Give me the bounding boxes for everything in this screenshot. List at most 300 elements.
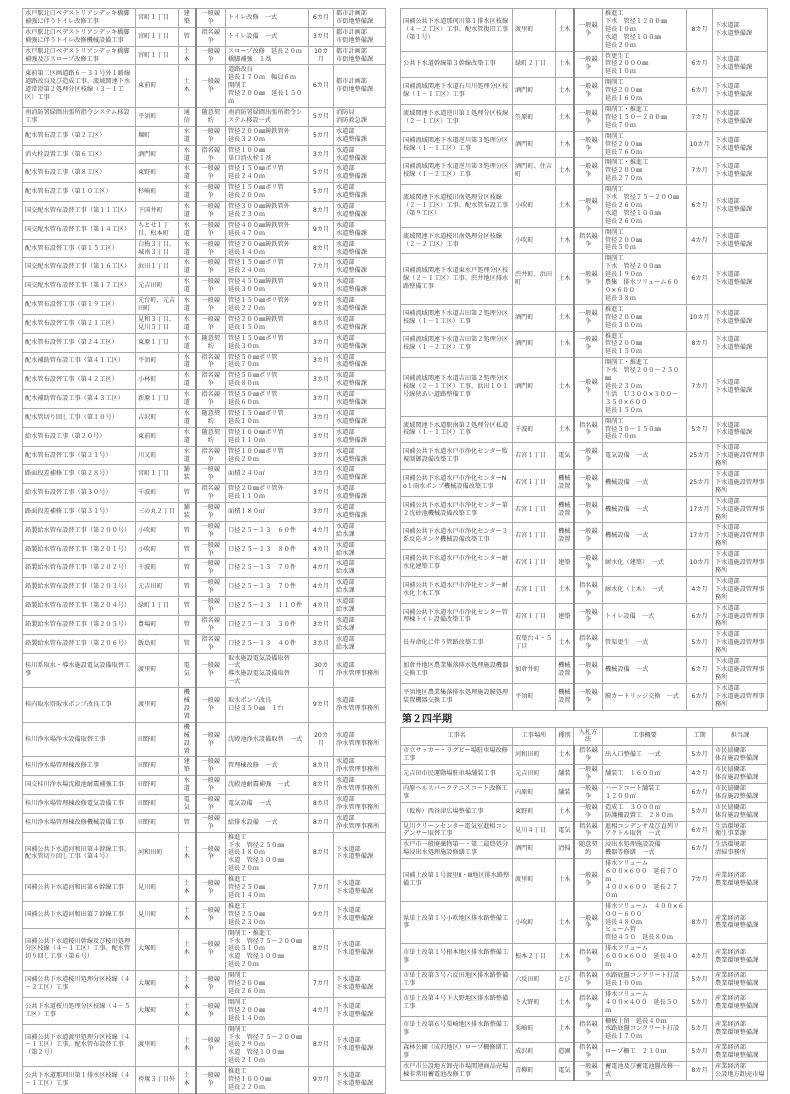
- department-cell: 水道部 給水課: [334, 540, 386, 559]
- location-cell: 六反田町: [513, 970, 556, 989]
- header-work-name: 工事名: [401, 727, 513, 746]
- bid-method-cell: 一般競争: [196, 997, 226, 1024]
- bid-method-cell: 一般競争: [574, 104, 603, 131]
- location-cell: 若宮１丁目: [513, 443, 556, 470]
- summary-cell: 口径２５～１３ ７０件: [226, 559, 309, 578]
- summary-cell: 口径２５～１３ ３０件: [226, 615, 309, 634]
- department-cell: 水道部 給水課: [334, 615, 386, 634]
- work-name-cell: 流域関連下水道桜川南処理分区枝線（２－２工区）工事: [401, 227, 513, 254]
- location-cell: 東野町: [513, 802, 556, 821]
- duration-cell: 3カ月: [309, 503, 334, 522]
- department-cell: 下水道部 下水道整備課: [713, 185, 768, 228]
- table-row: [23, 446, 386, 465]
- duration-cell: 10カ月: [309, 46, 334, 65]
- department-cell: 産業経済部 農業環境整備課: [713, 989, 768, 1016]
- duration-cell: 8カ月: [309, 832, 334, 875]
- table-row: [23, 277, 386, 296]
- department-cell: 下水道部 下水道整備課: [713, 358, 768, 416]
- work-name-cell: 国交配水管布設替工事（第１６工区）: [23, 258, 136, 277]
- summary-cell: スロープ改修 延長２０ｍ 橋脚補強 １基: [226, 46, 309, 65]
- department-cell: 下水道部 下水道整備課: [713, 158, 768, 185]
- category-cell: 土木: [556, 802, 574, 821]
- bid-method-cell: 一般競争: [574, 443, 603, 470]
- table-row: [401, 78, 768, 105]
- location-cell: 飯島町: [136, 634, 179, 653]
- department-cell: 水道部 水道整備課: [334, 239, 386, 258]
- location-cell: 田野町: [136, 757, 179, 776]
- duration-cell: 25カ月: [687, 443, 713, 470]
- summary-cell: 管径５０㎜ポリ管 延長６０ｍ: [226, 390, 309, 409]
- department-cell: 水道部 水道整備課: [334, 126, 386, 145]
- bid-method-cell: 一般競争: [196, 521, 226, 540]
- category-cell: 水道: [179, 333, 196, 352]
- duration-cell: 8カ月: [309, 314, 334, 333]
- category-cell: 管: [179, 615, 196, 634]
- summary-cell: 管径１００㎜ポリ管 延長１１０ｍ: [226, 427, 309, 446]
- duration-cell: 25カ月: [687, 470, 713, 497]
- bid-method-cell: 指名競争: [574, 416, 603, 443]
- bid-method-cell: 指名競争: [196, 446, 226, 465]
- department-cell: 水道部 水道整備課: [334, 202, 386, 221]
- duration-cell: 3カ月: [309, 484, 334, 503]
- summary-cell: 開削工 下水 管径７５～２００㎜ 延長２６０ｍ 水道 管径１００㎜ 延長２６０ｍ: [603, 185, 687, 228]
- location-cell: 渡里町: [136, 688, 179, 723]
- category-cell: 管: [179, 540, 196, 559]
- work-name-cell: 国補流域関連下水道吉田第２処理分区枝線（１－１工区）工事: [401, 304, 513, 331]
- department-cell: 水道部 水道整備課: [334, 183, 386, 202]
- bid-method-cell: 一般競争: [196, 220, 226, 239]
- duration-cell: 30カ月: [309, 653, 334, 688]
- category-cell: 土木: [179, 65, 196, 108]
- summary-cell: 開削工 管径２００㎜ 延長５０ｍ: [603, 227, 687, 254]
- bid-method-cell: 一般競争: [574, 783, 603, 802]
- summary-cell: 管径１５０㎜ポリ管 延長２４０ｍ: [226, 258, 309, 277]
- department-cell: 水道部 給水課: [334, 597, 386, 616]
- table-row: [23, 239, 386, 258]
- department-cell: 水道部 浄水管理事務所: [334, 757, 386, 776]
- table-row: [23, 875, 386, 902]
- table-row: [401, 131, 768, 158]
- table-row: [23, 1067, 386, 1094]
- duration-cell: 10カ月: [687, 304, 713, 331]
- summary-cell: 開削工・推進工 管径２００㎜ 延長２７０ｍ: [603, 158, 687, 185]
- table-row: [401, 802, 768, 821]
- summary-cell: 管径２０㎜ポリ管外 延長１１０ｍ: [226, 484, 309, 503]
- category-cell: 建築: [179, 757, 196, 776]
- department-cell: 下水道部 下水道施設管理事務所: [713, 603, 768, 630]
- summary-cell: 管理棟改修 一式: [226, 757, 309, 776]
- category-cell: 管: [179, 559, 196, 578]
- location-cell: 加倉井町: [513, 657, 556, 684]
- table-row: [23, 371, 386, 390]
- summary-cell: 蓄電池及び蓄電池盤改修一式: [603, 1062, 687, 1081]
- summary-cell: 管渠更生 一式: [603, 630, 687, 657]
- summary-cell: 管更生工 管径２０００㎜ 延長１０ｍ: [603, 51, 687, 78]
- bid-method-cell: 指名競争: [574, 227, 603, 254]
- work-name-cell: 鉛製給水管布設替工事（第２０３号）: [23, 578, 136, 597]
- category-cell: 水道: [179, 314, 196, 333]
- location-cell: 河和田町: [513, 746, 556, 765]
- work-name-cell: 桂川浄水場管理棟改修電気設備工事: [23, 795, 136, 814]
- category-cell: 土木: [556, 746, 574, 765]
- bid-method-cell: 指名競争: [574, 970, 603, 989]
- duration-cell: 7カ月: [309, 258, 334, 277]
- table-row: [401, 416, 768, 443]
- work-name-cell: 鉛製給水管布設替工事（第２０５号）: [23, 615, 136, 634]
- summary-cell: 管径４００㎜鋳鉄管外 延長４７０ｍ: [226, 220, 309, 239]
- bid-method-cell: 指名競争: [574, 1043, 603, 1062]
- location-cell: 若宮１丁目: [513, 496, 556, 523]
- work-name-cell: 市単土改第１号根本地区排水路整備工事: [401, 944, 513, 971]
- work-name-cell: 配水管布設替工事（第４２工区）: [23, 371, 136, 390]
- location-cell: 見川町: [136, 901, 179, 928]
- table-row: [23, 634, 386, 653]
- location-cell: 宮町１丁目: [136, 27, 179, 46]
- location-cell: 渋井町、浜田町: [513, 254, 556, 304]
- department-cell: 水道部 浄水管理事務所: [334, 795, 386, 814]
- table-header-row: [401, 727, 768, 746]
- summary-cell: トイレ設備 一式: [226, 27, 309, 46]
- duration-cell: 3カ月: [309, 634, 334, 653]
- duration-cell: 5カ月: [687, 746, 713, 765]
- bid-method-cell: 一般競争: [574, 657, 603, 684]
- location-cell: 若宮１丁目: [513, 523, 556, 550]
- table-row: [23, 1024, 386, 1067]
- summary-cell: 膜カートリッジ交換 一式: [603, 683, 687, 710]
- summary-cell: 排水フリューム ６００×６００ 延長４０ｍ: [603, 944, 687, 971]
- summary-cell: 沈殿池浄水設備取替 一式: [226, 722, 309, 757]
- category-cell: 土木: [556, 9, 574, 52]
- category-cell: 土木: [556, 358, 574, 416]
- summary-cell: 排水フリューム ４００×６００～６００ 延長４８０ｍ ヒューム管 管径４５０ 延長８０ｍ: [603, 901, 687, 944]
- category-cell: 清掃: [556, 840, 574, 859]
- summary-cell: 電気設備 一式: [226, 795, 309, 814]
- category-cell: 水道: [179, 371, 196, 390]
- table-row: [401, 304, 768, 331]
- work-name-cell: 国交配水管布設替工事（第１７工区）: [23, 277, 136, 296]
- bid-method-cell: 一般競争: [196, 540, 226, 559]
- work-name-cell: 国補公共下水道水戸市浄化センター第２沈砂池機械設備改築工事: [401, 496, 513, 523]
- location-cell: 見和３丁目、見川５丁目: [136, 314, 179, 333]
- bid-method-cell: 一般競争: [196, 258, 226, 277]
- department-cell: 下水道部 下水道整備課: [713, 304, 768, 331]
- duration-cell: 6カ月: [687, 254, 713, 304]
- summary-cell: 開削工 管径２００㎜ 延長１４０ｍ: [226, 997, 309, 1024]
- location-cell: 渡里町: [136, 653, 179, 688]
- summary-cell: 推進工 管径２５０㎜ 延長２３０ｍ: [226, 901, 309, 928]
- bid-method-cell: 指名競争: [574, 630, 603, 657]
- location-cell: 豊場町: [136, 615, 179, 634]
- bid-method-cell: 一般競争: [196, 559, 226, 578]
- category-cell: 土木: [179, 997, 196, 1024]
- bid-method-cell: 一般競争: [574, 254, 603, 304]
- category-cell: 土木: [556, 630, 574, 657]
- work-name-cell: 配水管布設替工事（第１９工区）: [23, 296, 136, 315]
- category-cell: 土木: [556, 859, 574, 902]
- location-cell: 宮町１丁目: [136, 465, 179, 484]
- department-cell: 産業経済部 農業環境整備課: [713, 859, 768, 902]
- table-row: [401, 523, 768, 550]
- department-cell: 下水道部 下水道施設管理事務所: [713, 550, 768, 577]
- location-cell: 元吉田町: [136, 578, 179, 597]
- duration-cell: 7カ月: [687, 859, 713, 902]
- bid-method-cell: 一般競争: [574, 859, 603, 902]
- table-row: [401, 9, 768, 52]
- work-name-cell: 市立サッカー・ラグビー場駐車場改修工事: [401, 746, 513, 765]
- bid-method-cell: 指名競争: [574, 989, 603, 1016]
- table-row: [23, 296, 386, 315]
- bid-method-cell: 一般競争: [574, 1062, 603, 1081]
- category-cell: 土木: [179, 1024, 196, 1067]
- table-row: [23, 559, 386, 578]
- bid-method-cell: 一般競争: [196, 314, 226, 333]
- work-name-cell: 国補土改第１号渡里Ⅱ・Ⅲ地区排水路整備工事: [401, 859, 513, 902]
- summary-cell: 給排水設備 一式: [226, 813, 309, 832]
- duration-cell: 3カ月: [309, 615, 334, 634]
- summary-cell: 管径１５０㎜ポリ管 延長２４０ｍ: [226, 164, 309, 183]
- duration-cell: 5カ月: [309, 126, 334, 145]
- summary-cell: 面積２４０㎡: [226, 465, 309, 484]
- location-cell: 千波町: [136, 559, 179, 578]
- summary-cell: 排水フリューム ４００×４００ 延長５０ｍ: [603, 989, 687, 1016]
- duration-cell: 8カ月: [309, 757, 334, 776]
- location-cell: 渡里町: [513, 9, 556, 52]
- department-cell: 水道部 水道整備課: [334, 164, 386, 183]
- location-cell: 田野町: [136, 776, 179, 795]
- work-name-cell: 国補流域関連下水道吉田第２処理分区枝線（２－１工区）工事、浜田１０１号線狭あい道路整備工事: [401, 358, 513, 416]
- department-cell: 下水道部 下水道整備課: [713, 131, 768, 158]
- department-cell: 水道部 水道整備課: [334, 465, 386, 484]
- location-cell: 小吹町: [136, 521, 179, 540]
- table-row: [23, 722, 386, 757]
- location-cell: 元吉田町: [513, 765, 556, 784]
- duration-cell: 6カ月: [687, 603, 713, 630]
- bid-method-cell: 一般競争: [574, 470, 603, 497]
- category-cell: 機械設置: [556, 496, 574, 523]
- work-name-cell: （仮称）西谷津広場整備工事: [401, 802, 513, 821]
- work-name-cell: 水戸駅北口ペデストリアンデッキ橋脚補強及びスロープ改修工事: [23, 46, 136, 65]
- table-row: [23, 352, 386, 371]
- work-name-cell: 路面段差補修工事（第３１号）: [23, 503, 136, 522]
- bid-method-cell: 一般競争: [196, 813, 226, 832]
- category-cell: 土木: [556, 185, 574, 228]
- construction-table-q1-left: [22, 8, 386, 1094]
- work-name-cell: 公共下水道幹線第３幹線改築工事: [401, 51, 513, 78]
- location-cell: 田野町: [136, 795, 179, 814]
- summary-cell: 推進工 下水 管径２５０㎜ 延長１８０ｍ 水道 管径１００㎜ 延長２０ｍ: [226, 832, 309, 875]
- work-name-cell: 水戸市一般廃棄物第一・第二最終処分場浸出水処理施設修繕工事: [401, 840, 513, 859]
- work-name-cell: 桂川浄水場浄水設備取替工事: [23, 722, 136, 757]
- summary-cell: 機械設備 一式: [603, 523, 687, 550]
- category-cell: 機械設置: [179, 688, 196, 723]
- duration-cell: 5カ月: [687, 416, 713, 443]
- category-cell: 管: [179, 27, 196, 46]
- department-cell: 水道部 浄水管理事務所: [334, 722, 386, 757]
- work-name-cell: 鉛製給水管布設替工事（第２００号）: [23, 521, 136, 540]
- table-row: [401, 470, 768, 497]
- category-cell: 土木: [556, 304, 574, 331]
- table-row: [401, 657, 768, 684]
- department-cell: 水道部 水道整備課: [334, 484, 386, 503]
- bid-method-cell: 一般競争: [196, 875, 226, 902]
- work-name-cell: 国補流域関連下水道東水戸処理分区枝線（２－１工区）工事、渋井地区排水路整備工事: [401, 254, 513, 304]
- department-cell: 水道部 水道整備課: [334, 220, 386, 239]
- summary-cell: 機械設備 一式: [603, 470, 687, 497]
- department-cell: 水道部 水道整備課: [334, 352, 386, 371]
- department-cell: 市民協働部 体育施設整備課: [713, 746, 768, 765]
- location-cell: 白梅３丁目、城南３丁目: [136, 239, 179, 258]
- work-name-cell: 国補公共下水道桜川幹線及び桜川処理分区枝線（４－１工区）工事、配水管切り回し工事（第６号）: [23, 928, 136, 971]
- location-cell: 酒門町: [513, 78, 556, 105]
- location-cell: 平須町: [136, 107, 179, 126]
- work-name-cell: 配水補助管布設工事（第４１工区）: [23, 352, 136, 371]
- left-column: [22, 8, 385, 1094]
- work-name-cell: 市単土改第３号六反田地区排水路整備工事: [401, 970, 513, 989]
- bid-method-cell: 指名競争: [196, 145, 226, 164]
- category-cell: 土木: [556, 331, 574, 358]
- category-cell: 水道: [179, 408, 196, 427]
- work-name-cell: 給水管布設替工事（第３０号）: [23, 484, 136, 503]
- table-row: [23, 408, 386, 427]
- location-cell: 小吹町: [513, 227, 556, 254]
- summary-cell: 水路底盤コンクリート打設 延長１００ｍ: [603, 970, 687, 989]
- work-name-cell: 見川クリーンセンター電気室進相コンデンサー取替工事: [401, 821, 513, 840]
- work-name-cell: 配水管布設工事（第１０工区）: [23, 183, 136, 202]
- department-cell: 下水道部 下水道整備課: [713, 78, 768, 105]
- location-cell: 若宮１丁目: [513, 470, 556, 497]
- work-name-cell: 桂川系取水・導水施設電気設備取替工事: [23, 653, 136, 688]
- location-cell: 双葉台４・５丁目: [513, 630, 556, 657]
- bid-method-cell: 一般競争: [574, 51, 603, 78]
- category-cell: 管: [179, 521, 196, 540]
- location-cell: 堀町: [136, 126, 179, 145]
- department-cell: 下水道部 下水道整備課: [334, 971, 386, 998]
- bid-method-cell: 一般競争: [196, 597, 226, 616]
- summary-cell: 機械設備 一式: [603, 657, 687, 684]
- department-cell: 下水道部 下水道整備課: [334, 832, 386, 875]
- location-cell: 千波町: [136, 484, 179, 503]
- bid-method-cell: 随意契約: [196, 107, 226, 126]
- bid-method-cell: 随意契約: [574, 840, 603, 859]
- bid-method-cell: 一般競争: [196, 722, 226, 757]
- section-title-q2: 第２四半期: [402, 713, 452, 725]
- table-row: [23, 145, 386, 164]
- bid-method-cell: 一般競争: [574, 802, 603, 821]
- bid-method-cell: 随意契約: [196, 408, 226, 427]
- department-cell: 下水道部 下水道施設管理事務所: [713, 657, 768, 684]
- duration-cell: 7カ月: [687, 358, 713, 416]
- duration-cell: 4カ月: [309, 521, 334, 540]
- table-row: [23, 503, 386, 522]
- bid-method-cell: 指名競争: [196, 27, 226, 46]
- category-cell: 土木: [556, 989, 574, 1016]
- category-cell: 電気: [556, 821, 574, 840]
- header-bid-method: 入札方法: [574, 727, 603, 746]
- summary-cell: 管径１００㎜ 単口消火栓１基: [226, 145, 309, 164]
- category-cell: 土木: [556, 901, 574, 944]
- table-row: [23, 202, 386, 221]
- department-cell: 水道部 水道整備課: [334, 145, 386, 164]
- table-row: [401, 944, 768, 971]
- summary-cell: 管径１００㎜ポリ管 延長２０ｍ: [226, 446, 309, 465]
- category-cell: 舗装: [179, 465, 196, 484]
- location-cell: 田野町: [136, 813, 179, 832]
- bid-method-cell: 一般競争: [196, 503, 226, 522]
- bid-method-cell: 一般競争: [196, 296, 226, 315]
- bid-method-cell: 指名競争: [574, 576, 603, 603]
- category-cell: 水道: [179, 145, 196, 164]
- summary-cell: 推進工 管径２５０㎜ 延長１４０ｍ: [226, 875, 309, 902]
- location-cell: 酒門町: [513, 331, 556, 358]
- summary-cell: 推進工 管径１０００㎜ 延長２２０ｍ: [226, 1067, 309, 1094]
- duration-cell: 5カ月: [687, 989, 713, 1016]
- department-cell: 下水道部 下水道整備課: [713, 104, 768, 131]
- location-cell: 酒門町: [513, 131, 556, 158]
- duration-cell: 3カ月: [309, 446, 334, 465]
- location-cell: 東前町: [136, 427, 179, 446]
- category-cell: 舗装: [556, 765, 574, 784]
- work-name-cell: 鉛製給水管布設替工事（第２０６号）: [23, 634, 136, 653]
- table-row: [23, 465, 386, 484]
- work-name-cell: 路面段差補修工事（第２８号）: [23, 465, 136, 484]
- duration-cell: 6カ月: [687, 185, 713, 228]
- table-row: [401, 550, 768, 577]
- bid-method-cell: 一般競争: [574, 901, 603, 944]
- category-cell: 水道: [179, 390, 196, 409]
- table-row: [23, 653, 386, 688]
- location-cell: 酒門町: [513, 358, 556, 416]
- bid-method-cell: 指名競争: [196, 634, 226, 653]
- bid-method-cell: 指名競争: [574, 821, 603, 840]
- work-name-cell: 国補公共下水道水戸市浄化センター３系反応タンク機械設備改築工事: [401, 523, 513, 550]
- duration-cell: 5カ月: [687, 630, 713, 657]
- table-row: [401, 746, 768, 765]
- category-cell: 管: [179, 813, 196, 832]
- department-cell: 下水道部 下水道施設管理事務所: [713, 683, 768, 710]
- category-cell: 機械設置: [556, 523, 574, 550]
- location-cell: 成沢町: [513, 1043, 556, 1062]
- summary-cell: 進相コンデンサ及び直列リアクトル取替 一式: [603, 821, 687, 840]
- bid-method-cell: 指名競争: [196, 484, 226, 503]
- duration-cell: 5カ月: [687, 1043, 713, 1062]
- duration-cell: 20カ月: [309, 722, 334, 757]
- summary-cell: 口径２５～１３ ８０件: [226, 540, 309, 559]
- category-cell: 土木: [179, 971, 196, 998]
- work-name-cell: 鉛製給水管布設替工事（第２０１号）: [23, 540, 136, 559]
- bid-method-cell: 一般競争: [574, 9, 603, 52]
- summary-cell: 管径２００㎜鋳鉄管外 延長３２０ｍ: [226, 126, 309, 145]
- location-cell: 大塚町: [136, 997, 179, 1024]
- category-cell: 電気: [179, 795, 196, 814]
- work-name-cell: 公共下水道桜川処理分区枝線（４－５工区）工事: [23, 997, 136, 1024]
- location-cell: 笠原町: [513, 104, 556, 131]
- duration-cell: 9カ月: [309, 220, 334, 239]
- category-cell: 土木: [556, 254, 574, 304]
- table-row: [23, 795, 386, 814]
- work-name-cell: 国補流域関連下水道吉田第２処理分区枝線（１－２工区）工事: [401, 331, 513, 358]
- location-cell: 栗崎町: [513, 1016, 556, 1043]
- location-cell: 下国井町: [136, 202, 179, 221]
- header-department: 担当課: [713, 727, 768, 746]
- summary-cell: 取水ポンプ改良 口径３５０㎜ １台: [226, 688, 309, 723]
- bid-method-cell: 一般競争: [196, 183, 226, 202]
- table-row: [23, 832, 386, 875]
- work-name-cell: 水戸市公設地方卸売市場関連商品売場棟非常用蓄電池改修工事: [401, 1062, 513, 1081]
- bid-method-cell: 指名競争: [574, 944, 603, 971]
- work-name-cell: 配水管布設替工事（第１５工区）: [23, 239, 136, 258]
- category-cell: 土木: [556, 944, 574, 971]
- location-cell: ちとせ１丁目、松本町: [136, 220, 179, 239]
